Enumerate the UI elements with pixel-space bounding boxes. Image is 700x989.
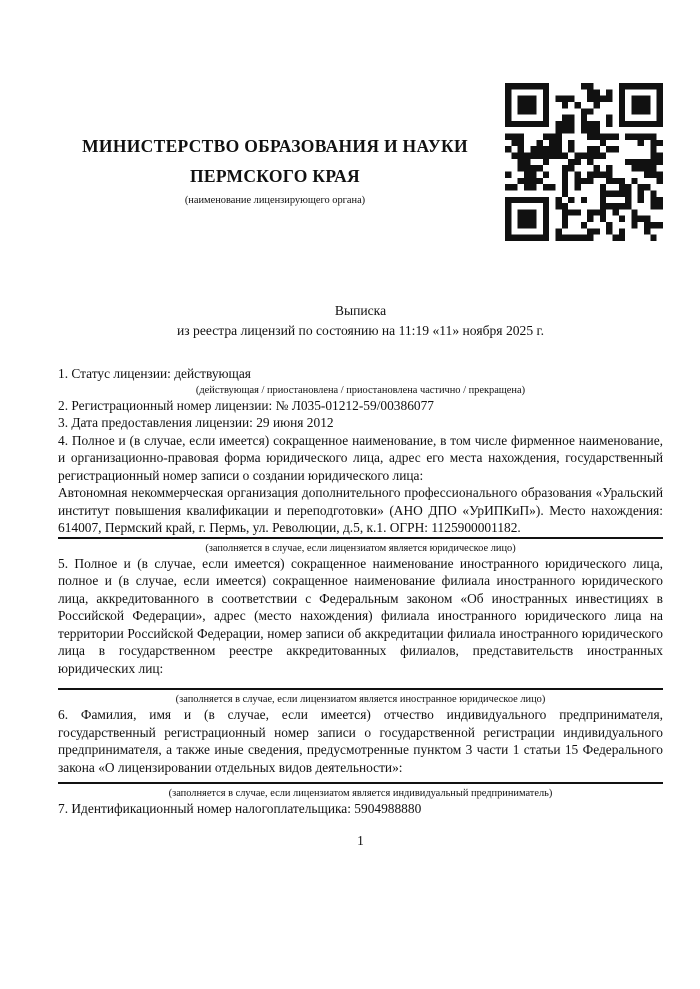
field-grant-date: 3. Дата предоставления лицензии: 29 июня 2012 xyxy=(58,415,334,430)
fill-line-foreign-entity xyxy=(58,688,663,690)
licensing-authority-header xyxy=(55,131,495,207)
field-foreign-entity-question: 5. Полное и (в случае, если имеется) сокращенное наименование иностранного юридического лица, полное и (в случае, если имеется) сокращенное наименование филиала иностранного юридического лица, аккредитованного в соответствии с Федеральным законом «Об иностранных инвестициях в Российской Федерации», адрес (место нахождения) филиала иностранного юридического лица на территории Российской Федерации, номер записи об аккредитации филиала иностранного юридического лица в государственном реестре аккредитованных филиалов, представительств иностранных юридических лиц: xyxy=(58,555,663,676)
fill-line-legal-entity xyxy=(58,537,663,539)
field-legal-entity-answer: Автономная некоммерческая организация дополнительного профессионального образования «Уральский институт повышения квалификации и переподготовки» (АНО ДПО «УрИПКиП»). Место нахождения: 614007, Пермский край, г. Пермь, ул. Революции, д.5, к.1. ОГРН: 1125900001182. xyxy=(58,485,663,535)
document-title-line1: Выписка xyxy=(334,303,387,318)
field-license-status-options-caption: (действующая / приостановлена / приостановлена частично / прекращена) xyxy=(195,384,526,396)
field-entrepreneur-question: 6. Фамилия, имя и (в случае, если имеется) отчество индивидуального предпринимателя, государственный регистрационный номер записи о государственной регистрации индивидуального предпринимателя, а также иные сведения, предусмотренные пунктом 3 части 1 статьи 15 Федерального закона «О лицензировании отдельных видов деятельности»: xyxy=(58,707,663,775)
field-license-status: 1. Статус лицензии: действующая xyxy=(58,366,251,381)
authority-caption: (наименование лицензирующего органа) xyxy=(184,195,366,206)
fill-line-entrepreneur-caption: (заполняется в случае, если лицензиатом является индивидуальный предприниматель) xyxy=(168,788,553,799)
qr-code xyxy=(505,83,663,241)
fill-line-foreign-entity-caption: (заполняется в случае, если лицензиатом является иностранное юридическое лицо) xyxy=(175,694,546,705)
field-legal-entity-question: 4. Полное и (в случае, если имеется) сокращенное наименование, в том числе фирменное наименование, и организационно-правовая форма юридического лица, адрес его места нахождения, государственный регистрационный номер записи о создании юридического лица: xyxy=(58,432,663,483)
fill-line-entrepreneur xyxy=(58,782,663,784)
authority-name-line2: ПЕРМСКОГО КРАЯ xyxy=(190,166,360,186)
document-title-line2: из реестра лицензий по состоянию на 11:19 «11» ноября 2025 г. xyxy=(176,322,544,338)
field-taxpayer-id: 7. Идентификационный номер налогоплательщика: 5904988880 xyxy=(58,801,422,816)
document-title xyxy=(58,301,663,340)
page-number: 1 xyxy=(357,832,364,848)
authority-name-line1: МИНИСТЕРСТВО ОБРАЗОВАНИЯ И НАУКИ xyxy=(82,136,468,156)
fill-line-legal-entity-caption: (заполняется в случае, если лицензиатом является юридическое лицо) xyxy=(205,542,516,554)
document-body xyxy=(58,365,663,849)
authority-name xyxy=(55,131,495,191)
field-registration-number: 2. Регистрационный номер лицензии: № Л035-01212-59/00386077 xyxy=(58,397,434,413)
